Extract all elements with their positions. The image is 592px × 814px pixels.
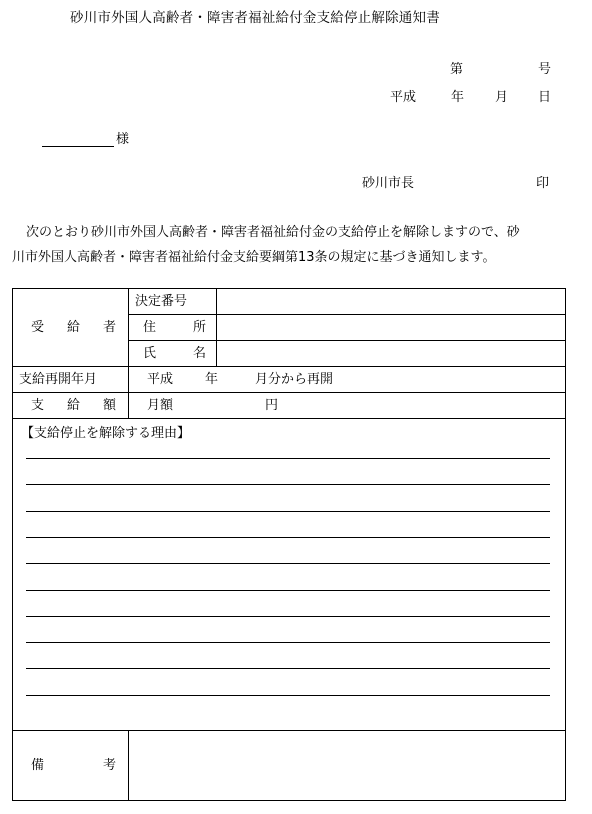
remarks-label-cell [13, 731, 129, 801]
resume-month-suffix: 月分から再開 [255, 371, 334, 387]
reason-title: 【支給停止を解除する理由】 [21, 426, 191, 441]
decision-number-field[interactable] [217, 289, 566, 315]
amount-unit: 円 [265, 397, 279, 413]
amount-prefix: 月額 [147, 397, 174, 413]
remarks-label: 備 考 [31, 757, 116, 773]
name-label-cell [129, 341, 217, 367]
number-suffix: 号 [538, 62, 552, 77]
reason-rule-line [26, 695, 550, 696]
reason-rule-line [26, 616, 550, 617]
amount-label-cell [13, 393, 129, 419]
name-label: 氏 名 [143, 345, 206, 361]
resume-date-label: 支給再開年月 [13, 367, 129, 393]
notice-form-table [12, 288, 566, 801]
seal-mark: 印 [536, 176, 550, 191]
address-field[interactable] [217, 315, 566, 341]
amount-field[interactable] [129, 393, 566, 419]
date-month: 月 [495, 90, 509, 105]
reason-rule-line [26, 458, 550, 459]
body-text-line-1: 次のとおり砂川市外国人高齢者・障害者福祉給付金の支給停止を解除しますので、砂 [26, 225, 520, 240]
amount-label: 支 給 額 [31, 397, 116, 413]
date-day: 日 [538, 90, 552, 105]
recipient-label: 受 給 者 [31, 319, 116, 335]
reason-rule-line [26, 668, 550, 669]
address-label-cell [129, 315, 217, 341]
decision-number-label: 決定番号 [129, 289, 217, 315]
reason-rule-line [26, 511, 550, 512]
document-title: 砂川市外国人高齢者・障害者福祉給付金支給停止解除通知書 [70, 10, 440, 26]
reason-rule-line [26, 537, 550, 538]
reason-rule-line [26, 484, 550, 485]
reason-area[interactable] [13, 419, 566, 731]
reason-rule-line [26, 590, 550, 591]
resume-date-field[interactable] [129, 367, 566, 393]
resume-year: 年 [205, 371, 219, 387]
name-field[interactable] [217, 341, 566, 367]
reason-rule-line [26, 563, 550, 564]
addressee-suffix: 様 [116, 132, 130, 147]
date-era: 平成 [390, 90, 417, 105]
body-text-line-2: 川市外国人高齢者・障害者福祉給付金支給要綱第13条の規定に基づき通知します。 [12, 250, 496, 265]
reason-rule-line [26, 642, 550, 643]
resume-era: 平成 [147, 371, 174, 387]
addressee-blank-line [42, 146, 114, 147]
recipient-label-cell [13, 289, 129, 367]
address-label: 住 所 [143, 319, 206, 335]
issuer-name: 砂川市長 [362, 176, 415, 191]
date-year: 年 [451, 90, 465, 105]
remarks-field[interactable] [129, 731, 566, 801]
number-prefix: 第 [450, 62, 464, 77]
